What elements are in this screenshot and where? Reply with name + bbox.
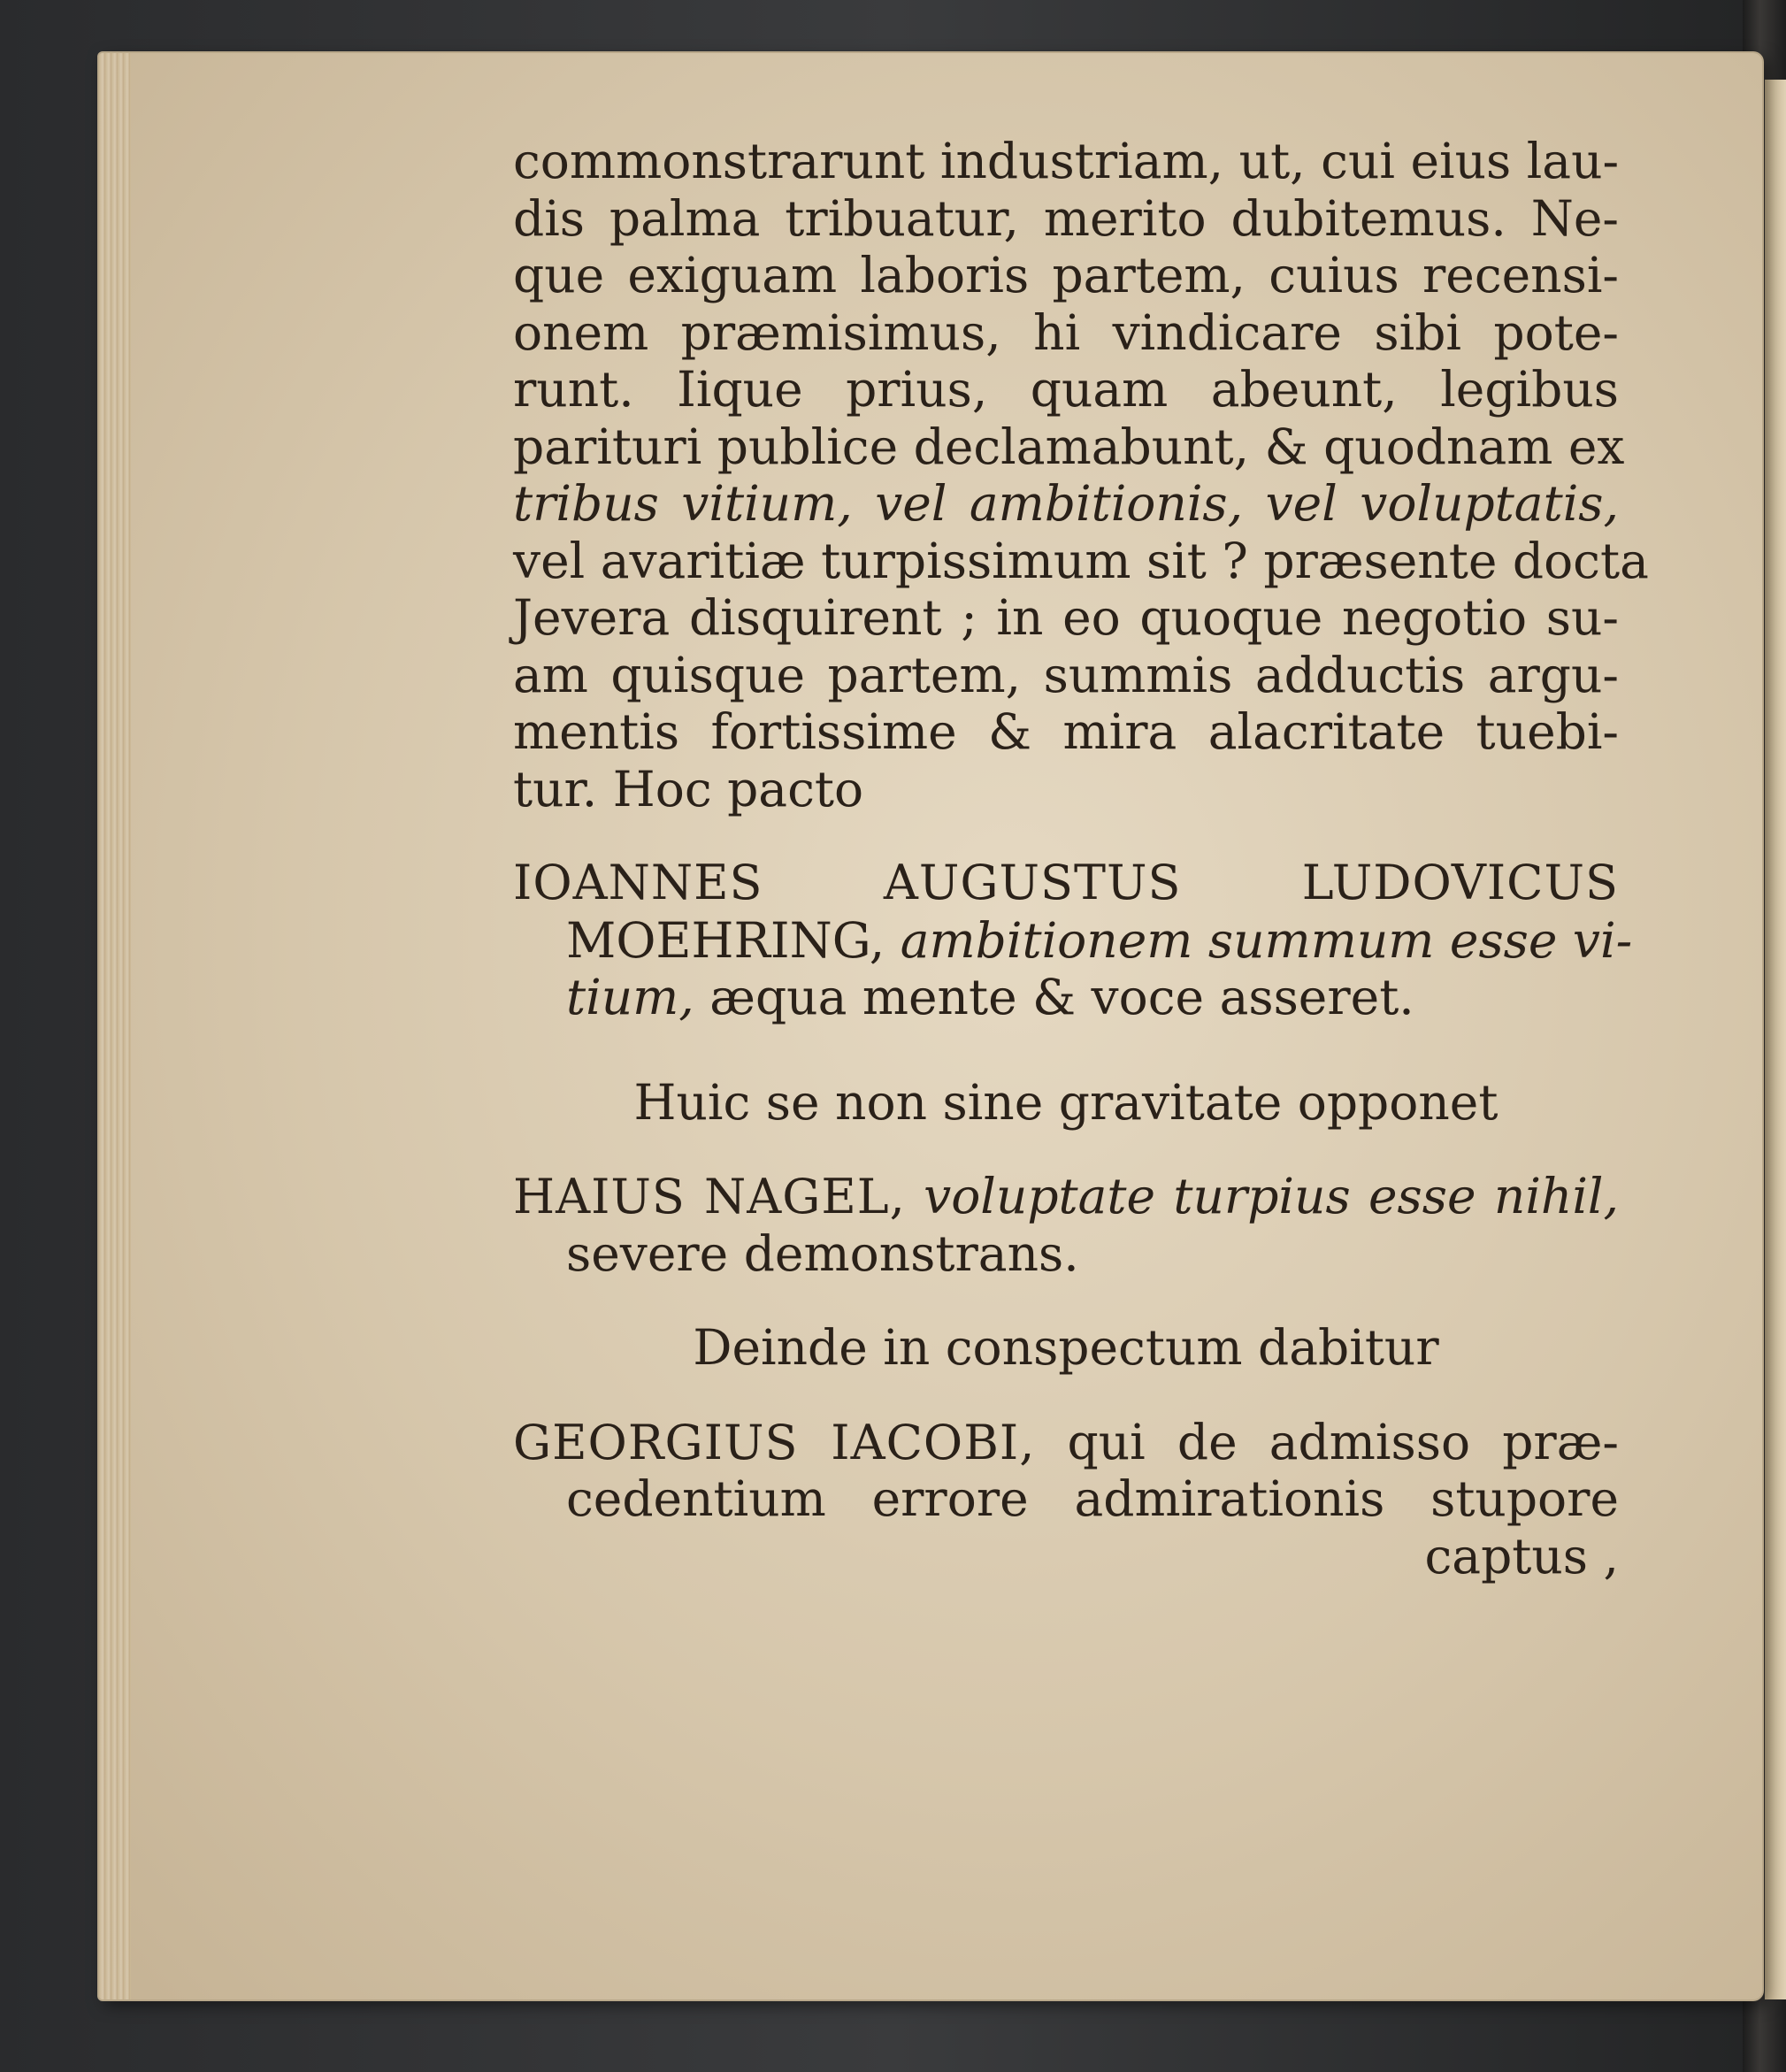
spacer	[513, 1026, 1619, 1074]
italic-text: tium,	[566, 969, 694, 1025]
speaker-name: IOANNES AUGUSTUS LUDOVICUS	[513, 855, 1619, 910]
text-line: dis palma tribuatur, merito dubitemus. Ne-	[513, 189, 1619, 247]
text-line: mentis fortissime & mira alacritate tuebi-	[513, 703, 1619, 760]
page-gutter-edge	[99, 53, 131, 1999]
text-line: que exiguam laboris partem, cuius recensi-	[513, 247, 1619, 303]
text-line	[513, 1414, 1619, 1471]
text-line	[513, 1168, 1619, 1225]
transition-line: Deinde in conspectum dabitur	[693, 1319, 1439, 1376]
speaker-name: HAIUS NAGEL,	[513, 1169, 906, 1224]
text-line: commonstrarunt industriam, ut, cui eius lau-	[513, 133, 1620, 189]
text-line	[513, 911, 1633, 970]
spacer	[513, 1131, 1619, 1168]
text-line: onem præmisimus, hi vindicare sibi pote-	[513, 303, 1619, 361]
spacer	[513, 1377, 1619, 1414]
text-line: parituri publice declamabunt, & quodnam ex	[513, 418, 1625, 475]
speaker-name: GEORGIUS IACOBI,	[513, 1414, 1036, 1470]
page-text	[513, 133, 1649, 1585]
catchword: captus ,	[1424, 1527, 1619, 1585]
text-line: am quisque partem, summis adductis argu-	[513, 646, 1619, 703]
text-line: tribus vitium, vel ambitionis, vel voluptatis,	[513, 475, 1619, 532]
facing-page-edge	[1765, 80, 1786, 1999]
text-line: Jevera disquirent ; in eo quoque negotio su-	[513, 589, 1619, 646]
speaker-name-cont: MOEHRING,	[566, 911, 885, 969]
text-line: runt. Iique prius, quam abeunt, legibus	[513, 361, 1619, 418]
text-line: tur. Hoc pacto	[513, 760, 864, 817]
italic-text: voluptate turpius esse nihil,	[924, 1168, 1619, 1224]
plain-text: qui de admisso præ-	[1067, 1413, 1619, 1470]
text-line	[513, 969, 1619, 1026]
spacer	[513, 817, 1619, 855]
text-line: severe demonstrans.	[566, 1224, 1079, 1282]
text-line: cedentium errore admirationis stupore	[566, 1470, 1619, 1527]
italic-text: ambitionem summum esse vi-	[900, 911, 1633, 969]
transition-line: Huic se non sine gravitate opponet	[633, 1073, 1499, 1131]
plain-text: æqua mente & voce asseret.	[709, 969, 1414, 1025]
text-line: vel avaritiæ turpissimum sit ? præsente docta	[513, 532, 1649, 589]
spacer	[513, 1282, 1619, 1319]
